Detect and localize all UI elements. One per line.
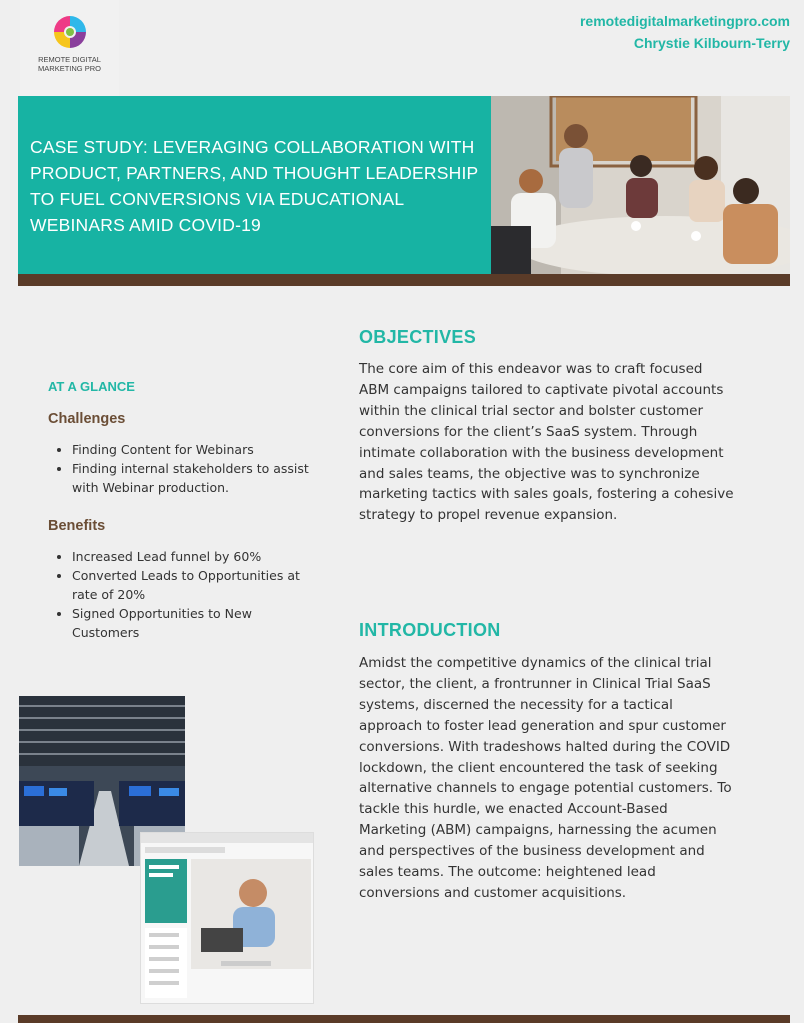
list-item: • Finding internal stakeholders to assist with Webinar production. — [72, 459, 312, 497]
logo-mark-icon — [50, 12, 90, 52]
author-name: Chrystie Kilbourn-Terry — [633, 35, 790, 51]
company-logo — [20, 0, 119, 98]
introduction-heading: INTRODUCTION — [359, 620, 501, 640]
objectives-heading: OBJECTIVES — [359, 327, 477, 347]
website-link[interactable]: remotedigitalmarketingpro.com — [579, 13, 790, 29]
list-item: • Finding Content for Webinars — [72, 440, 312, 459]
benefits-heading: Benefits — [48, 518, 106, 534]
case-study-title: CASE STUDY: LEVERAGING COLLABORATION WITH PRODUCT, PARTNERS, AND THOUGHT LEADERSHIP TO FUEL CONVERSIONS VIA EDUCATIONAL WEBINARS AMID COVID-19 — [30, 137, 479, 235]
introduction-body: Amidst the competitive dynamics of the clinical trial sector, the client, a frontrunner in Clinical Trial SaaS systems, discerned the necessity for a tactical approach to foster lead generation and spur customer conversions. With tradeshows halted during the COVID lockdown, the client encountered the task of seeking alternative channels to engage potential customers. To tackle this hurdle, we enacted Account-Based Marketing (ABM) campaigns, harnessing the acumen and perspectives of the business development and sales teams. The outcome: heightened lead conversions and customer acquisitions. — [359, 655, 732, 901]
challenges-heading: Challenges — [48, 411, 126, 427]
title-banner — [18, 96, 491, 274]
list-item: • Signed Opportunities to New Customers — [72, 604, 312, 642]
list-item: • Increased Lead funnel by 60% — [72, 547, 312, 566]
challenges-list — [56, 440, 312, 497]
banner-divider — [18, 274, 790, 286]
meeting-photo — [491, 96, 790, 274]
logo-text: REMOTE DIGITAL MARKETING PRO — [38, 55, 101, 73]
objectives-body: The core aim of this endeavor was to craft focused ABM campaigns tailored to captivate pivotal accounts within the clinical trial sector and bolster customer conversions for the client’s SaaS system. Through intimate collaboration with the business development and sales teams, the objective was to synchronize marketing tactics with sales goals, fostering a cohesive strategy to propel revenue expansion. — [359, 361, 734, 524]
footer-divider — [18, 1015, 790, 1023]
at-a-glance-heading: AT A GLANCE — [48, 379, 135, 394]
webinar-screenshot — [140, 832, 314, 1004]
benefits-list — [56, 547, 312, 642]
list-item: • Converted Leads to Opportunities at rate of 20% — [72, 566, 312, 604]
